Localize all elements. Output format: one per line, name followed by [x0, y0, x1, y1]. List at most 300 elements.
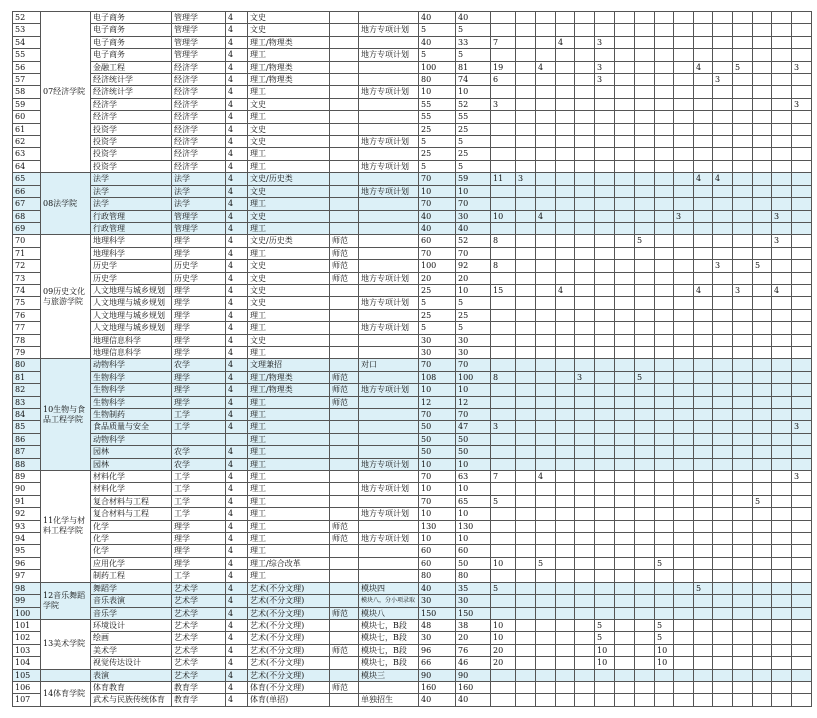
province-count-cell: [772, 272, 792, 284]
province-count-cell: [575, 409, 595, 421]
province-count-cell: [772, 36, 792, 48]
years-cell: 4: [226, 607, 248, 619]
province-count-cell: [595, 433, 615, 445]
major-cell: 电子商务: [91, 36, 172, 48]
province-count-cell: [556, 495, 575, 507]
province-count-cell: [556, 545, 575, 557]
province-count-cell: [635, 669, 655, 681]
province-count-cell: [536, 136, 556, 148]
province-count-cell: [575, 49, 595, 61]
province-count-cell: [674, 334, 694, 346]
province-count-cell: [674, 371, 694, 383]
years-cell: 4: [226, 570, 248, 582]
province-count-cell: [713, 36, 733, 48]
province-count-cell: [556, 570, 575, 582]
plan-cell: [359, 198, 419, 210]
subtotal-cell: 40: [456, 12, 491, 24]
years-cell: 4: [226, 657, 248, 669]
subtotal-cell: 30: [456, 334, 491, 346]
category-cell: 经济学: [172, 61, 226, 73]
province-count-cell: 5: [491, 495, 516, 507]
province-count-cell: [595, 446, 615, 458]
province-count-cell: [575, 359, 595, 371]
province-count-cell: [753, 24, 772, 36]
province-count-cell: [674, 322, 694, 334]
subtotal-cell: 130: [456, 520, 491, 532]
province-count-cell: [772, 309, 792, 321]
major-cell: 法学: [91, 173, 172, 185]
category-cell: 艺术学: [172, 595, 226, 607]
province-count-cell: [575, 12, 595, 24]
province-count-cell: [792, 595, 812, 607]
province-count-cell: [713, 396, 733, 408]
province-count-cell: [575, 421, 595, 433]
province-count-cell: [516, 396, 536, 408]
years-cell: 4: [226, 384, 248, 396]
province-count-cell: [694, 198, 713, 210]
province-count-cell: [733, 446, 753, 458]
province-count-cell: [635, 483, 655, 495]
province-count-cell: [772, 359, 792, 371]
province-count-cell: [713, 272, 733, 284]
province-count-cell: [713, 111, 733, 123]
province-count-cell: [753, 619, 772, 631]
years-cell: 4: [226, 98, 248, 110]
province-count-cell: [694, 235, 713, 247]
province-count-cell: [595, 284, 615, 296]
plan-cell: [359, 61, 419, 73]
province-count-cell: [615, 533, 635, 545]
province-count-cell: [713, 24, 733, 36]
subject-cell: 体育(不分文理): [248, 681, 330, 693]
province-count-cell: [753, 533, 772, 545]
plan-cell: [359, 396, 419, 408]
province-count-cell: [792, 458, 812, 470]
province-count-cell: [536, 36, 556, 48]
subject-cell: 艺术(不分文理): [248, 607, 330, 619]
province-count-cell: [694, 669, 713, 681]
province-count-cell: [792, 297, 812, 309]
province-count-cell: [655, 570, 674, 582]
table-row: [13, 98, 812, 110]
row-number: 84: [13, 409, 41, 421]
province-count-cell: [713, 222, 733, 234]
type-cell: 师范: [330, 644, 359, 656]
category-cell: 理学: [172, 247, 226, 259]
years-cell: 4: [226, 681, 248, 693]
table-row: [13, 260, 812, 272]
province-count-cell: [615, 160, 635, 172]
plan-cell: [359, 433, 419, 445]
major-cell: 美术学: [91, 644, 172, 656]
plan-cell: 地方专项计划: [359, 272, 419, 284]
province-count-cell: [694, 309, 713, 321]
province-count-cell: [575, 260, 595, 272]
province-count-cell: [753, 49, 772, 61]
province-count-cell: [792, 247, 812, 259]
province-count-cell: [595, 396, 615, 408]
province-count-cell: [733, 669, 753, 681]
table-row: [13, 371, 812, 383]
years-cell: 4: [226, 297, 248, 309]
province-count-cell: [615, 471, 635, 483]
province-count-cell: [694, 483, 713, 495]
province-count-cell: [713, 198, 733, 210]
table-row: [13, 297, 812, 309]
province-count-cell: [674, 222, 694, 234]
province-count-cell: [516, 136, 536, 148]
province-count-cell: [635, 471, 655, 483]
province-count-cell: [575, 185, 595, 197]
subject-cell: 理工: [248, 49, 330, 61]
type-cell: [330, 421, 359, 433]
province-count-cell: [556, 657, 575, 669]
subject-cell: 理工/物理类: [248, 61, 330, 73]
province-count-cell: [792, 520, 812, 532]
province-count-cell: [491, 222, 516, 234]
province-count-cell: [635, 272, 655, 284]
province-count-cell: [733, 495, 753, 507]
category-cell: 艺术学: [172, 607, 226, 619]
subtotal-cell: 70: [456, 247, 491, 259]
plan-cell: [359, 36, 419, 48]
province-count-cell: [733, 681, 753, 693]
province-count-cell: [674, 681, 694, 693]
province-count-cell: [575, 24, 595, 36]
plan-cell: [359, 260, 419, 272]
province-count-cell: [536, 533, 556, 545]
total-cell: 5: [419, 160, 456, 172]
plan-cell: [359, 495, 419, 507]
province-count-cell: [595, 86, 615, 98]
province-count-cell: [713, 557, 733, 569]
major-cell: 舞蹈学: [91, 582, 172, 594]
province-count-cell: [536, 359, 556, 371]
province-count-cell: [556, 123, 575, 135]
table-row: [13, 595, 812, 607]
province-count-cell: 3: [491, 421, 516, 433]
province-count-cell: [655, 483, 674, 495]
row-number: 55: [13, 49, 41, 61]
province-count-cell: [556, 471, 575, 483]
table-row: [13, 148, 812, 160]
subtotal-cell: 76: [456, 644, 491, 656]
province-count-cell: [615, 619, 635, 631]
subject-cell: 艺术(不分文理): [248, 669, 330, 681]
province-count-cell: [635, 520, 655, 532]
major-cell: 经济统计学: [91, 74, 172, 86]
province-count-cell: [491, 595, 516, 607]
province-count-cell: [516, 36, 536, 48]
province-count-cell: [772, 322, 792, 334]
plan-cell: 地方专项计划: [359, 86, 419, 98]
province-count-cell: [516, 582, 536, 594]
plan-cell: 地方专项计划: [359, 136, 419, 148]
total-cell: 70: [419, 409, 456, 421]
years-cell: 4: [226, 36, 248, 48]
province-count-cell: 4: [694, 173, 713, 185]
province-count-cell: [694, 210, 713, 222]
subject-cell: 体育(单招): [248, 694, 330, 706]
province-count-cell: 10: [595, 644, 615, 656]
province-count-cell: [556, 260, 575, 272]
total-cell: 70: [419, 359, 456, 371]
province-count-cell: [615, 260, 635, 272]
total-cell: 10: [419, 533, 456, 545]
province-count-cell: [753, 384, 772, 396]
major-cell: 金融工程: [91, 61, 172, 73]
years-cell: 4: [226, 309, 248, 321]
province-count-cell: [635, 694, 655, 706]
total-cell: 60: [419, 557, 456, 569]
province-count-cell: [772, 173, 792, 185]
province-count-cell: [733, 533, 753, 545]
province-count-cell: [733, 607, 753, 619]
table-row: [13, 607, 812, 619]
province-count-cell: 15: [491, 284, 516, 296]
province-count-cell: [556, 247, 575, 259]
table-row: [13, 570, 812, 582]
province-count-cell: [733, 198, 753, 210]
province-count-cell: [575, 570, 595, 582]
province-count-cell: [713, 160, 733, 172]
subject-cell: 理工: [248, 570, 330, 582]
province-count-cell: [575, 322, 595, 334]
province-count-cell: [713, 359, 733, 371]
subject-cell: 文理兼招: [248, 359, 330, 371]
province-count-cell: [595, 24, 615, 36]
province-count-cell: 5: [753, 495, 772, 507]
major-cell: 应用化学: [91, 557, 172, 569]
province-count-cell: [753, 148, 772, 160]
major-cell: 化学: [91, 533, 172, 545]
province-count-cell: [733, 359, 753, 371]
province-count-cell: [575, 210, 595, 222]
province-count-cell: 3: [713, 260, 733, 272]
subtotal-cell: 10: [456, 185, 491, 197]
row-number: 77: [13, 322, 41, 334]
category-cell: 理学: [172, 322, 226, 334]
plan-cell: 地方专项计划: [359, 458, 419, 470]
subtotal-cell: 5: [456, 24, 491, 36]
province-count-cell: [491, 669, 516, 681]
province-count-cell: [792, 210, 812, 222]
table-row: [13, 582, 812, 594]
province-count-cell: 3: [772, 235, 792, 247]
table-row: [13, 483, 812, 495]
province-count-cell: [615, 322, 635, 334]
province-count-cell: [536, 123, 556, 135]
plan-cell: [359, 98, 419, 110]
province-count-cell: [733, 36, 753, 48]
total-cell: 50: [419, 421, 456, 433]
subject-cell: 文史: [248, 272, 330, 284]
province-count-cell: [635, 24, 655, 36]
years-cell: 4: [226, 160, 248, 172]
province-count-cell: [772, 409, 792, 421]
province-count-cell: [615, 36, 635, 48]
row-number: 94: [13, 533, 41, 545]
province-count-cell: [595, 570, 615, 582]
province-count-cell: 10: [655, 644, 674, 656]
subject-cell: 艺术(不分文理): [248, 582, 330, 594]
province-count-cell: [575, 297, 595, 309]
province-count-cell: [556, 185, 575, 197]
province-count-cell: [674, 185, 694, 197]
province-count-cell: [694, 148, 713, 160]
category-cell: 艺术学: [172, 632, 226, 644]
type-cell: [330, 148, 359, 160]
table-row: [13, 433, 812, 445]
province-count-cell: 3: [733, 284, 753, 296]
subject-cell: 文史: [248, 297, 330, 309]
province-count-cell: [772, 86, 792, 98]
subject-cell: 艺术(不分文理): [248, 644, 330, 656]
province-count-cell: [772, 657, 792, 669]
province-count-cell: [615, 409, 635, 421]
province-count-cell: 10: [491, 210, 516, 222]
province-count-cell: 5: [753, 260, 772, 272]
table-row: [13, 247, 812, 259]
province-count-cell: [516, 284, 536, 296]
years-cell: 4: [226, 582, 248, 594]
province-count-cell: [674, 136, 694, 148]
plan-cell: 单独招生: [359, 694, 419, 706]
province-count-cell: [733, 49, 753, 61]
province-count-cell: [655, 607, 674, 619]
province-count-cell: [516, 123, 536, 135]
province-count-cell: [674, 458, 694, 470]
category-cell: 教育学: [172, 681, 226, 693]
subject-cell: 文史: [248, 284, 330, 296]
table-row: [13, 632, 812, 644]
years-cell: 4: [226, 272, 248, 284]
province-count-cell: [615, 433, 635, 445]
province-count-cell: [635, 495, 655, 507]
province-count-cell: [615, 669, 635, 681]
province-count-cell: 4: [536, 210, 556, 222]
province-count-cell: [635, 533, 655, 545]
subtotal-cell: 10: [456, 458, 491, 470]
province-count-cell: [772, 619, 792, 631]
table-row: [13, 396, 812, 408]
province-count-cell: [674, 359, 694, 371]
plan-cell: 模块四: [359, 582, 419, 594]
province-count-cell: [713, 421, 733, 433]
row-number: 78: [13, 334, 41, 346]
table-row: [13, 235, 812, 247]
subject-cell: 理工: [248, 322, 330, 334]
years-cell: 4: [226, 247, 248, 259]
province-count-cell: [713, 334, 733, 346]
major-cell: 环境设计: [91, 619, 172, 631]
province-count-cell: [536, 12, 556, 24]
total-cell: 30: [419, 595, 456, 607]
plan-cell: 对口: [359, 359, 419, 371]
subtotal-cell: 38: [456, 619, 491, 631]
province-count-cell: [792, 309, 812, 321]
province-count-cell: [595, 545, 615, 557]
subtotal-cell: 52: [456, 98, 491, 110]
plan-cell: 地方专项计划: [359, 24, 419, 36]
province-count-cell: [556, 86, 575, 98]
province-count-cell: [536, 669, 556, 681]
province-count-cell: [713, 433, 733, 445]
subject-cell: 文史: [248, 210, 330, 222]
major-cell: 历史学: [91, 272, 172, 284]
years-cell: 4: [226, 24, 248, 36]
plan-cell: [359, 235, 419, 247]
row-number: 106: [13, 681, 41, 693]
province-count-cell: [694, 86, 713, 98]
type-cell: 师范: [330, 371, 359, 383]
province-count-cell: [635, 409, 655, 421]
category-cell: 理学: [172, 309, 226, 321]
major-cell: 材料化学: [91, 483, 172, 495]
category-cell: 经济学: [172, 136, 226, 148]
table-row: [13, 322, 812, 334]
major-cell: 材料化学: [91, 471, 172, 483]
province-count-cell: [694, 607, 713, 619]
province-count-cell: 4: [536, 61, 556, 73]
category-cell: 理学: [172, 396, 226, 408]
province-count-cell: [536, 86, 556, 98]
total-cell: 10: [419, 508, 456, 520]
province-count-cell: [772, 198, 792, 210]
province-count-cell: 4: [556, 284, 575, 296]
province-count-cell: [772, 582, 792, 594]
province-count-cell: [674, 632, 694, 644]
row-number: 73: [13, 272, 41, 284]
major-cell: 电子商务: [91, 49, 172, 61]
province-count-cell: [733, 247, 753, 259]
province-count-cell: [655, 123, 674, 135]
province-count-cell: 10: [491, 619, 516, 631]
province-count-cell: [792, 619, 812, 631]
row-number: 93: [13, 520, 41, 532]
province-count-cell: [491, 272, 516, 284]
province-count-cell: [615, 136, 635, 148]
province-count-cell: [694, 36, 713, 48]
province-count-cell: [575, 136, 595, 148]
total-cell: 25: [419, 309, 456, 321]
major-cell: 动物科学: [91, 359, 172, 371]
province-count-cell: [792, 284, 812, 296]
department-name: 10生物与食品工程学院: [41, 359, 91, 471]
province-count-cell: [516, 446, 536, 458]
province-count-cell: [772, 446, 792, 458]
province-count-cell: [556, 458, 575, 470]
province-count-cell: [536, 644, 556, 656]
province-count-cell: 19: [491, 61, 516, 73]
province-count-cell: [792, 557, 812, 569]
province-count-cell: [792, 322, 812, 334]
category-cell: 管理学: [172, 49, 226, 61]
province-count-cell: [753, 210, 772, 222]
province-count-cell: [595, 681, 615, 693]
province-count-cell: [516, 458, 536, 470]
province-count-cell: [753, 160, 772, 172]
type-cell: 师范: [330, 384, 359, 396]
province-count-cell: [655, 359, 674, 371]
province-count-cell: [575, 396, 595, 408]
province-count-cell: [655, 346, 674, 358]
province-count-cell: 3: [595, 36, 615, 48]
table-row: [13, 334, 812, 346]
province-count-cell: [674, 471, 694, 483]
province-count-cell: [655, 284, 674, 296]
province-count-cell: [615, 644, 635, 656]
